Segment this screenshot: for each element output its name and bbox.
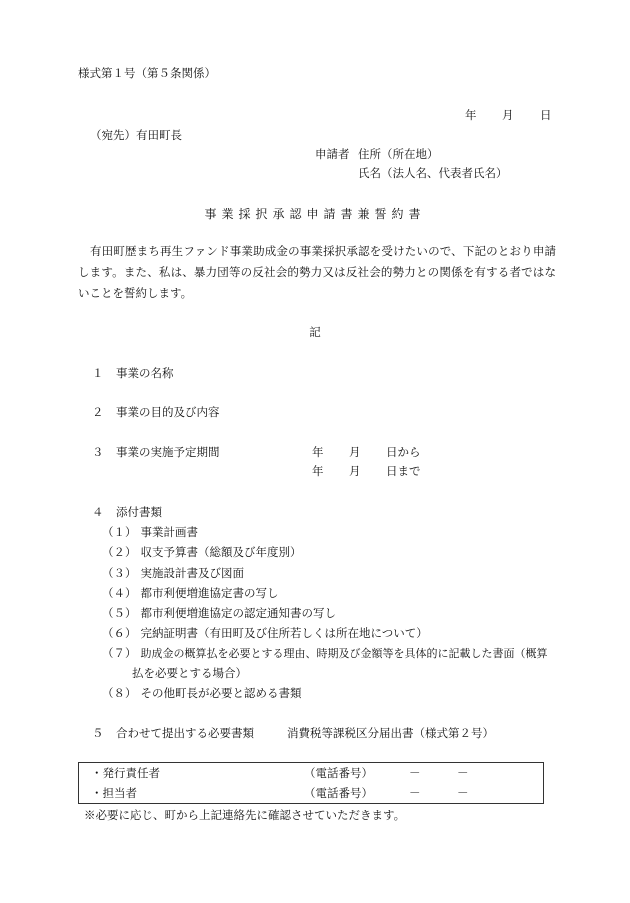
form-number: 様式第１号（第５条関係）	[78, 66, 216, 80]
applicant-name-label: 氏名（法人名、代表者氏名）	[358, 166, 508, 180]
period-start-month: 月	[349, 445, 361, 459]
date-year: 年	[465, 108, 477, 122]
attachment-text: 実施設計書及び図面	[140, 566, 244, 580]
applicant-label: 申請者	[315, 147, 350, 161]
item-2-number: ２	[92, 405, 104, 419]
item-5-number: ５	[92, 726, 104, 740]
attachment-item	[102, 628, 428, 640]
date-month: 月	[502, 108, 514, 122]
contact-row	[79, 784, 543, 804]
item-2-label: 事業の目的及び内容	[116, 405, 220, 419]
body-paragraph: 有田町歴まち再生ファンド事業助成金の事業採択承認を受けたいので、下記のとおり申請します。また、私は、暴力団等の反社会的勢力又は反社会的勢力との関係を有する者ではないことを誓約します。	[78, 244, 556, 300]
attachment-text: 完納証明書（有田町及び住所若しくは所在地について）	[140, 626, 428, 640]
contact-dash: －	[457, 766, 469, 780]
contact-phone-label: （電話番号）	[304, 766, 373, 780]
period-start-year: 年	[312, 445, 324, 459]
period-end-day: 日まで	[386, 464, 421, 478]
attachment-text: 都市利便増進協定の認定通知書の写し	[140, 606, 336, 620]
contact-row	[79, 764, 543, 784]
attachment-item	[102, 588, 279, 600]
item-1-number: １	[92, 366, 104, 380]
attachment-text-continued: 払を必要とする場合）	[132, 666, 247, 680]
item-1-label: 事業の名称	[116, 366, 174, 380]
item-4-number: ４	[92, 505, 104, 519]
footnote: ※必要に応じ、町から上記連絡先に確認させていただきます。	[84, 808, 406, 822]
attachment-number: （６）	[102, 626, 137, 640]
attachment-item	[102, 608, 336, 620]
item-3-number: ３	[92, 445, 104, 459]
attachment-number: （２）	[102, 545, 137, 559]
ki-heading: 記	[309, 325, 321, 339]
document-title: 事業採択承認申請書兼誓約書	[204, 207, 426, 221]
attachment-number: （７）	[102, 646, 137, 660]
addressee: （宛先）有田町長	[90, 128, 182, 142]
attachment-item	[102, 648, 548, 660]
attachment-number: （１）	[102, 525, 137, 539]
attachment-item	[102, 568, 244, 580]
attachment-text: 都市利便増進協定書の写し	[140, 586, 279, 600]
item-3-label: 事業の実施予定期間	[116, 445, 220, 459]
contact-role: ・発行責任者	[91, 766, 160, 780]
contact-dash: －	[409, 786, 421, 800]
attachment-item	[102, 527, 198, 539]
applicant-address-label: 住所（所在地）	[358, 147, 439, 161]
contact-phone-label: （電話番号）	[304, 786, 373, 800]
contact-role: ・担当者	[91, 786, 137, 800]
attachment-item	[102, 688, 302, 700]
attachment-number: （８）	[102, 686, 137, 700]
attachment-text: その他町長が必要と認める書類	[140, 686, 302, 700]
attachment-number: （５）	[102, 606, 137, 620]
period-end-year: 年	[312, 464, 324, 478]
attachment-text: 助成金の概算払を必要とする理由、時期及び金額等を具体的に記載した書面（概算	[140, 647, 548, 660]
contact-box	[78, 762, 544, 804]
period-end-month: 月	[349, 464, 361, 478]
period-start-day: 日から	[386, 445, 421, 459]
attachment-text: 事業計画書	[140, 525, 198, 539]
attachment-number: （３）	[102, 566, 137, 580]
item-4-label: 添付書類	[116, 505, 162, 519]
contact-dash: －	[409, 766, 421, 780]
attachment-text: 収支予算書（総額及び年度別）	[140, 545, 302, 559]
item-5-label: 合わせて提出する必要書類	[116, 726, 254, 740]
date-day: 日	[540, 108, 552, 122]
attachment-number: （４）	[102, 586, 137, 600]
required-document: 消費税等課税区分届出書（様式第２号）	[287, 726, 494, 740]
attachment-item	[102, 547, 302, 559]
contact-dash: －	[457, 786, 469, 800]
